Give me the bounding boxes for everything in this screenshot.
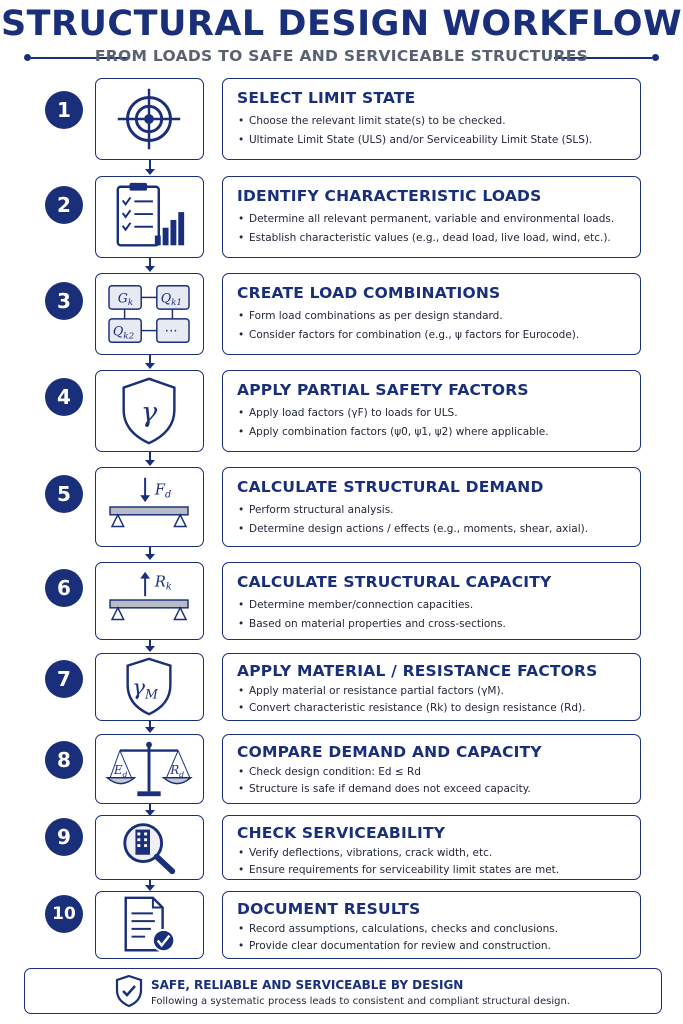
step-title-2: IDENTIFY CHARACTERISTIC LOADS — [237, 187, 542, 205]
step-1-bullet-1: • Choose the relevant limit state(s) to be checked. — [249, 115, 626, 128]
step-card-10 — [222, 891, 641, 959]
step-number-1: 1 — [45, 91, 83, 129]
balance-scale-icon — [96, 735, 203, 803]
step-icon-box-1 — [95, 78, 204, 160]
connector-arrow-3 — [145, 363, 155, 369]
step-icon-box-8 — [95, 734, 204, 804]
step-title-7: APPLY MATERIAL / RESISTANCE FACTORS — [237, 662, 598, 680]
step-4-bullet-1: • Apply load factors (γF) to loads for ULS. — [249, 407, 626, 420]
step-bullets-3 — [237, 310, 626, 342]
document-check-icon — [96, 892, 203, 958]
step-number-8: 8 — [45, 741, 83, 779]
step-bullets-8 — [237, 766, 626, 796]
step-7-bullet-2: • Convert characteristic resistance (Rk) to design resistance (Rd). — [249, 702, 626, 715]
footer-text: Following a systematic process leads to consistent and compliant structural design. — [151, 996, 570, 1007]
step-9-bullet-1: • Verify deflections, vibrations, crack width, etc. — [249, 847, 626, 860]
step-number-4: 4 — [45, 378, 83, 416]
step-2-bullet-2: • Establish characteristic values (e.g., dead load, live load, wind, etc.). — [249, 232, 626, 245]
step-bullets-10 — [237, 923, 626, 953]
label-rd: $R_d$ — [170, 762, 185, 779]
step-bullets-1 — [237, 115, 626, 147]
label-gamma: γ — [140, 397, 158, 429]
step-number-7: 7 — [45, 660, 83, 698]
step-8-bullet-1: • Check design condition: Ed ≤ Rd — [249, 766, 626, 779]
step-card-1 — [222, 78, 641, 160]
step-icon-box-9 — [95, 815, 204, 880]
label-qk1: $Q_{k1}$ — [160, 290, 183, 309]
label-fd: $F_d$ — [154, 481, 172, 501]
step-icon-box-3 — [95, 273, 204, 355]
step-icon-box-7 — [95, 653, 204, 721]
target-icon — [96, 79, 203, 159]
connector-arrow-6 — [145, 646, 155, 652]
label-gk: $G_k$ — [117, 290, 134, 309]
step-6-bullet-2: • Based on material properties and cross-sections. — [249, 618, 626, 631]
step-2-bullet-1: • Determine all relevant permanent, variable and environmental loads. — [249, 213, 626, 226]
step-3-bullet-1: • Form load combinations as per design standard. — [249, 310, 626, 323]
step-card-2 — [222, 176, 641, 258]
step-title-4: APPLY PARTIAL SAFETY FACTORS — [237, 381, 529, 399]
step-10-bullet-2: • Provide clear documentation for review and construction. — [249, 940, 626, 953]
step-bullets-9 — [237, 847, 626, 877]
step-title-3: CREATE LOAD COMBINATIONS — [237, 284, 501, 302]
step-title-5: CALCULATE STRUCTURAL DEMAND — [237, 478, 544, 496]
shield-check-icon — [115, 974, 143, 1008]
building-magnifier-icon — [96, 816, 203, 879]
label-gamma-m: γM — [132, 675, 158, 702]
step-bullets-4 — [237, 407, 626, 439]
step-9-bullet-2: • Ensure requirements for serviceability limit states are met. — [249, 864, 626, 877]
step-number-10: 10 — [45, 895, 83, 933]
connector-arrow-5 — [145, 554, 155, 560]
step-card-5 — [222, 467, 641, 547]
step-bullets-2 — [237, 213, 626, 245]
subtitle-row — [24, 46, 659, 70]
step-number-6: 6 — [45, 569, 83, 607]
step-icon-box-6 — [95, 562, 204, 640]
step-number-5: 5 — [45, 475, 83, 513]
step-bullets-7 — [237, 685, 626, 715]
connector-arrow-1 — [145, 169, 155, 175]
load-combination-icon — [96, 274, 203, 354]
step-card-4 — [222, 370, 641, 452]
footer-title: SAFE, RELIABLE AND SERVICEABLE BY DESIGN — [151, 978, 464, 992]
step-8-bullet-2: • Structure is safe if demand does not exceed capacity. — [249, 783, 626, 796]
label-more: ··· — [164, 323, 178, 340]
step-bullets-6 — [237, 599, 626, 631]
step-5-bullet-1: • Perform structural analysis. — [249, 504, 626, 517]
step-6-bullet-1: • Determine member/connection capacities. — [249, 599, 626, 612]
label-rk: $R_k$ — [154, 573, 172, 593]
connector-arrow-2 — [145, 266, 155, 272]
step-icon-box-10 — [95, 891, 204, 959]
footer-banner — [24, 968, 662, 1014]
step-bullets-5 — [237, 504, 626, 536]
step-5-bullet-2: • Determine design actions / effects (e.g., moments, shear, axial). — [249, 523, 626, 536]
shield-gamma-icon — [96, 371, 203, 451]
step-4-bullet-2: • Apply combination factors (ψ0, ψ1, ψ2) where applicable. — [249, 426, 626, 439]
step-number-3: 3 — [45, 282, 83, 320]
step-card-8 — [222, 734, 641, 804]
step-number-9: 9 — [45, 818, 83, 856]
connector-arrow-4 — [145, 460, 155, 466]
step-icon-box-2 — [95, 176, 204, 258]
shield-gamma-m-icon — [96, 654, 203, 720]
connector-arrow-7 — [145, 727, 155, 733]
page-title: STRUCTURAL DESIGN WORKFLOW — [0, 4, 683, 44]
beam-load-icon — [96, 468, 203, 546]
label-qk2: $Q_{k2}$ — [112, 323, 135, 342]
step-icon-box-5 — [95, 467, 204, 547]
step-card-3 — [222, 273, 641, 355]
step-card-9 — [222, 815, 641, 880]
step-card-6 — [222, 562, 641, 640]
step-10-bullet-1: • Record assumptions, calculations, checks and conclusions. — [249, 923, 626, 936]
step-title-1: SELECT LIMIT STATE — [237, 89, 416, 107]
beam-resistance-icon — [96, 563, 203, 639]
label-ed: $E_d$ — [114, 762, 128, 779]
step-card-7 — [222, 653, 641, 721]
step-title-9: CHECK SERVICEABILITY — [237, 824, 446, 842]
step-icon-box-4 — [95, 370, 204, 452]
step-title-10: DOCUMENT RESULTS — [237, 900, 421, 918]
step-title-8: COMPARE DEMAND AND CAPACITY — [237, 743, 542, 761]
step-7-bullet-1: • Apply material or resistance partial factors (γM). — [249, 685, 626, 698]
page-subtitle: FROM LOADS TO SAFE AND SERVICEABLE STRUCTURES — [94, 47, 589, 65]
step-1-bullet-2: • Ultimate Limit State (ULS) and/or Serviceability Limit State (SLS). — [249, 134, 626, 147]
step-title-6: CALCULATE STRUCTURAL CAPACITY — [237, 573, 552, 591]
checklist-chart-icon — [96, 177, 203, 257]
step-3-bullet-2: • Consider factors for combination (e.g., ψ factors for Eurocode). — [249, 329, 626, 342]
step-number-2: 2 — [45, 186, 83, 224]
